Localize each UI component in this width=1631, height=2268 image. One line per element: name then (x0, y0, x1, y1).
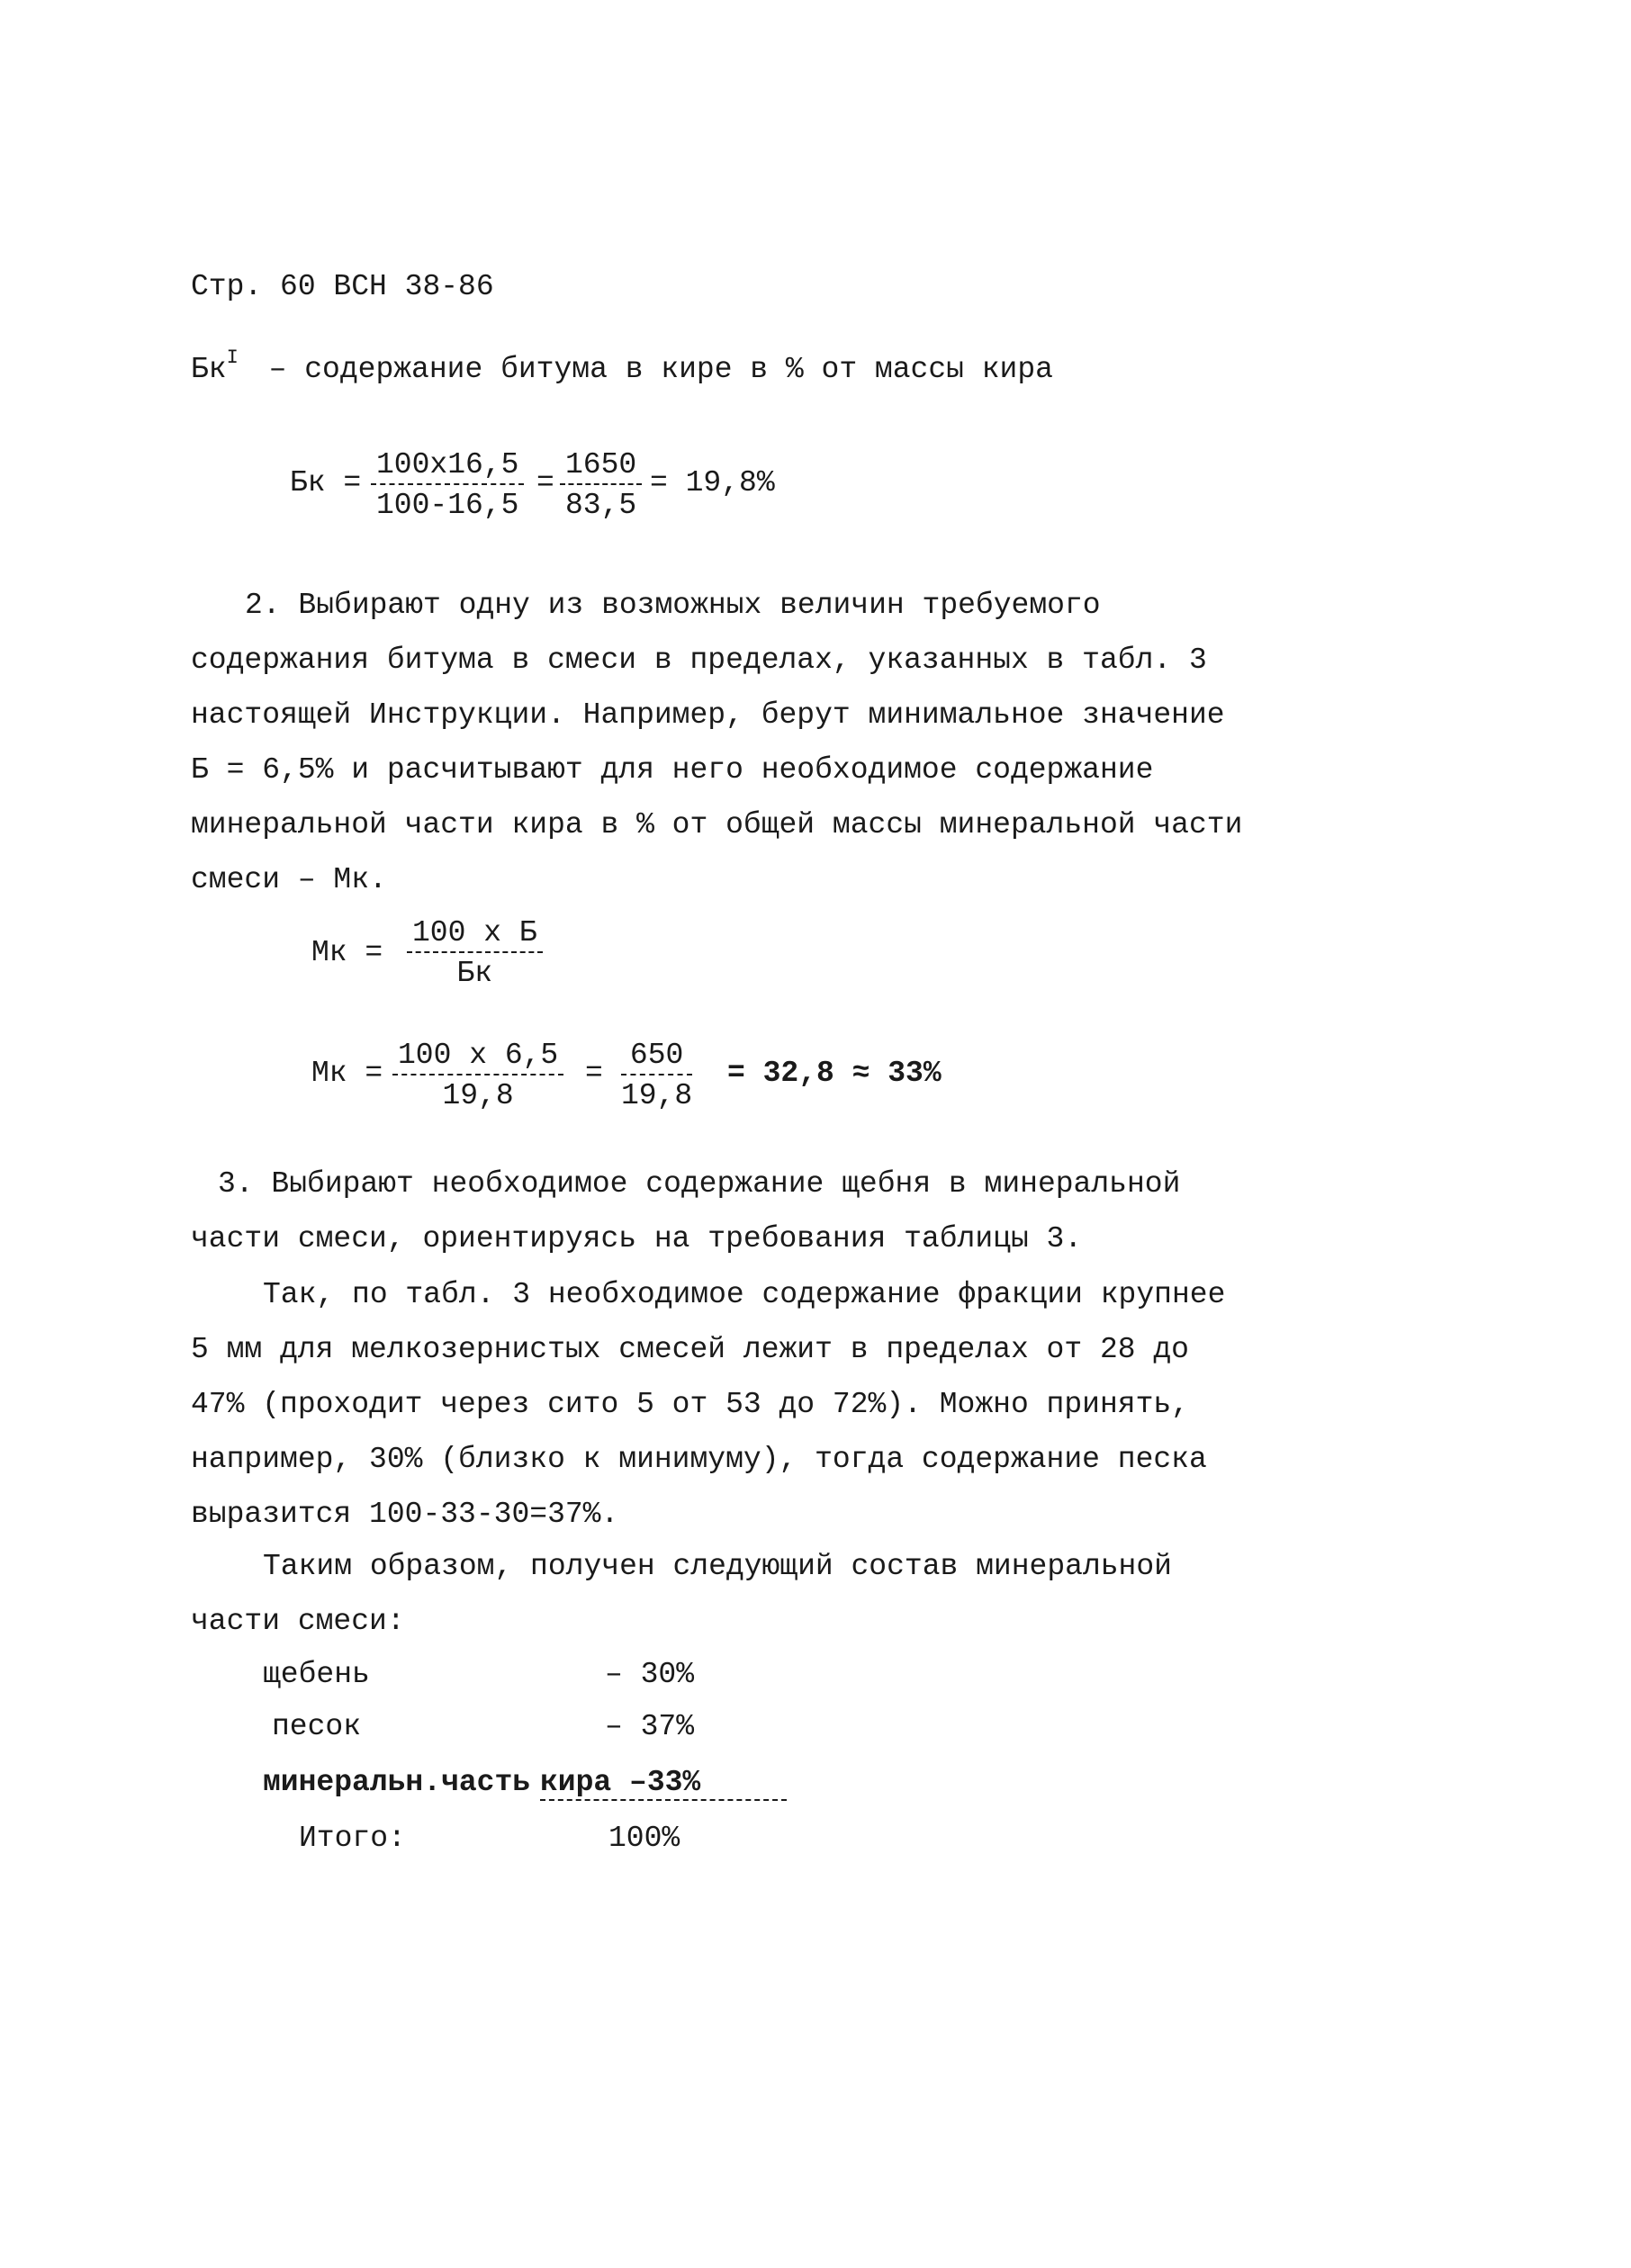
fraction-denominator: 19,8 (621, 1079, 693, 1112)
formula-mk-calc-fraction-2 (621, 1039, 692, 1112)
fraction-numerator: 100х16,5 (371, 448, 524, 485)
formula-mk-calc-lhs: Мк = (311, 1057, 383, 1090)
definition-line (191, 346, 1053, 386)
composition-value: кира –33% (540, 1766, 787, 1801)
composition-label: минеральн.часть (263, 1766, 531, 1799)
formula-mk-calc-result: = 32,8 ≈ 33% (727, 1057, 942, 1090)
definition-symbol: Бк (191, 353, 227, 386)
total-value: 100% (608, 1822, 680, 1855)
definition-text: – содержание битума в кире в % от массы кира (268, 353, 1053, 386)
fraction-denominator: 100-16,5 (376, 489, 519, 522)
composition-label: щебень (263, 1658, 370, 1691)
paragraph-4: Так, по табл. 3 необходимое содержание фракции крупнее 5 мм для мелкозернистых смесей лежит в пределах от 28 до 47% (проходит через сито 5 от 53 до 72%). Можно принять, например, 30% (близко к минимуму), тогда содержание песка выразится 100-33-30=37%. (191, 1278, 1226, 1531)
paragraph-2: 2. Выбирают одну из возможных величин требуемого содержания битума в смеси в пределах, указанных в табл. 3 настоящей Инструкции. Например, берут минимальное значение Б = 6,5% и расчитывают для него необходимое содержание минеральной части кира в % от общей массы минеральной части смеси – Мк. (191, 589, 1243, 896)
paragraph-5: Таким образом, получен следующий состав минеральной части смеси: (191, 1550, 1172, 1638)
formula-bk-fraction-2 (560, 448, 642, 522)
fraction-numerator: 100 х Б (407, 916, 543, 953)
fraction-denominator: 19,8 (442, 1079, 514, 1112)
composition-value: – 30% (605, 1658, 695, 1691)
fraction-numerator: 1650 (560, 448, 642, 485)
paragraph-3: 3. Выбирают необходимое содержание щебня в минеральной части смеси, ориентируясь на требования таблицы 3. (191, 1167, 1181, 1256)
fraction-denominator: Бк (456, 957, 493, 990)
fraction-numerator: 100 х 6,5 (392, 1039, 563, 1076)
formula-bk-fraction-1 (371, 448, 524, 522)
composition-label: песок (272, 1710, 362, 1743)
formula-mk-lhs: Мк = (311, 936, 383, 969)
definition-superscript: I (226, 346, 239, 369)
formula-mk-calc-fraction-1 (392, 1039, 563, 1112)
page-header: Стр. 60 ВСН 38-86 (191, 270, 494, 303)
total-label: Итого: (299, 1822, 406, 1855)
formula-mk-fraction (407, 916, 543, 990)
composition-value: – 37% (605, 1710, 695, 1743)
fraction-denominator: 83,5 (565, 489, 637, 522)
formula-mk-calc-eq: = (585, 1057, 603, 1090)
fraction-numerator: 650 (621, 1039, 692, 1076)
formula-bk-lhs: Бк = (290, 466, 362, 500)
formula-bk-result: = 19,8% (650, 466, 775, 500)
formula-bk-eq: = (536, 466, 554, 500)
